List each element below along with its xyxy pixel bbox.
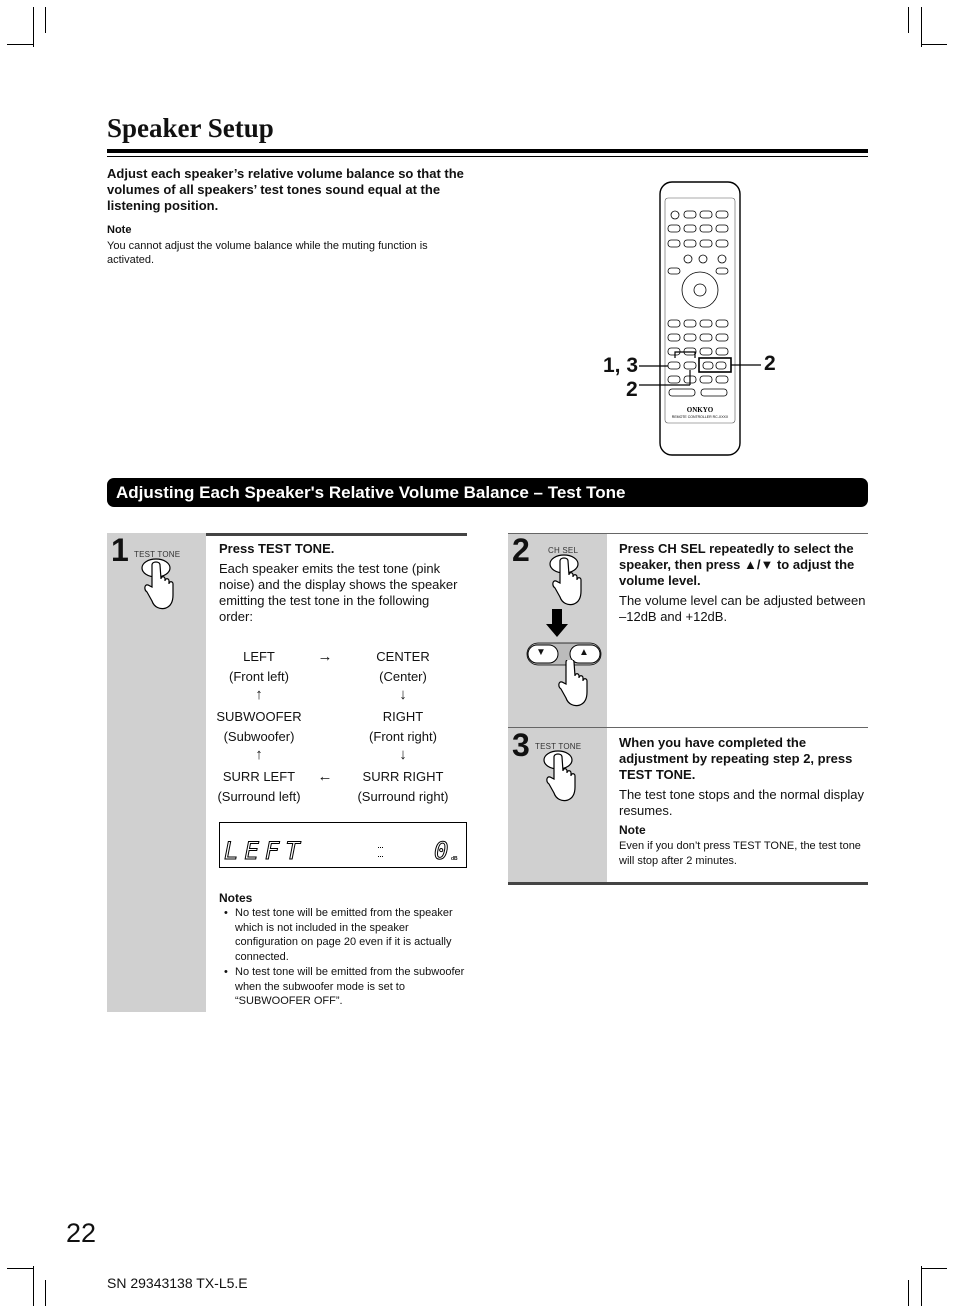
finger-pressing-button-icon: [540, 749, 580, 805]
remote-control-illustration: [595, 180, 795, 460]
note-heading: Note: [107, 224, 132, 236]
crop-mark: [921, 1268, 947, 1269]
notes-item: • No test tone will be emitted from the subwoofer when the subwoofer mode is set to “SUBWOOFER OFF”.: [224, 965, 465, 1008]
seq-arrow-right: →: [317, 648, 333, 665]
seq-left-sub: (Front left): [229, 669, 289, 684]
crop-mark: [921, 44, 947, 45]
seq-arrow-up: ↑: [255, 746, 263, 763]
seq-arrow-left: ←: [317, 768, 333, 785]
crop-mark: [33, 7, 34, 47]
step-3-number: 3: [512, 727, 530, 763]
page-title: Speaker Setup: [107, 113, 274, 143]
step-3-body: The test tone stops and the normal display resumes.: [619, 787, 864, 818]
notes-item: • No test tone will be emitted from the speaker which is not included in the speaker configuration on page 20 even if it is actually connected.: [224, 907, 453, 964]
seq-center-sub: (Center): [379, 669, 427, 684]
finger-pressing-button-icon: [138, 557, 178, 613]
seq-left: LEFT: [243, 649, 275, 664]
crop-mark: [45, 1280, 46, 1306]
seq-arrow-up: ↑: [255, 686, 263, 703]
note-text: You cannot adjust the volume balance while the muting function is activated.: [107, 240, 428, 266]
seq-subwoofer-sub: (Subwoofer): [223, 729, 295, 744]
step-3-bottom-rule: [508, 882, 868, 885]
notes-list: [219, 906, 469, 1009]
seq-right: RIGHT: [382, 709, 424, 724]
seq-right-sub: (Front right): [369, 729, 437, 744]
step-3-note-body: Even if you don’t press TEST TONE, the test tone will stop after 2 minutes.: [619, 840, 861, 867]
finger-pressing-button-icon: [552, 660, 592, 710]
seq-surr-right-sub: (Surround right): [357, 789, 449, 804]
test-tone-button-label: TEST TONE: [134, 550, 181, 559]
seq-surr-right: SURR RIGHT: [362, 769, 444, 784]
step-2-top-rule: [508, 533, 868, 534]
document-code: SN 29343138 TX-L5.E: [107, 1275, 248, 1291]
crop-mark: [921, 7, 922, 47]
seq-center: CENTER: [376, 649, 430, 664]
display-level-value: 0: [434, 837, 449, 865]
crop-mark: [908, 1280, 909, 1306]
display-speaker-text: LEFT: [224, 837, 306, 865]
callout-step-1-3: 1, 3: [603, 354, 639, 377]
seq-arrow-down: ↓: [399, 686, 407, 703]
step-1-number: 1: [111, 532, 129, 568]
title-rule-thin: [107, 156, 868, 157]
section-heading: Adjusting Each Speaker's Relative Volume Balance – Test Tone: [107, 478, 868, 507]
step-2-title: Press CH SEL repeatedly to select the speaker, then press ▲/▼ to adjust the volume level.: [619, 541, 855, 588]
page-number: 22: [66, 1218, 97, 1248]
step-3-title: When you have completed the adjustment by repeating step 2, press TEST TONE.: [619, 735, 853, 782]
front-panel-display: [219, 822, 467, 868]
title-rule: [107, 149, 868, 153]
crop-mark: [7, 44, 33, 45]
step-3-note-heading: Note: [619, 823, 646, 837]
step-2-number: 2: [512, 532, 530, 568]
callout-step-2-left: 2: [626, 378, 638, 401]
display-unit: dB: [451, 856, 458, 862]
remote-model: REMOTE CONTROLLER RC-XXXX: [671, 415, 729, 419]
seq-surr-left: SURR LEFT: [222, 769, 296, 784]
seq-surr-left-sub: (Surround left): [217, 789, 301, 804]
notes-heading: Notes: [219, 891, 253, 905]
step-2-body: The volume level can be adjusted between –12dB and +12dB.: [619, 593, 866, 624]
remote-brand: ONKYO: [686, 406, 714, 414]
step-3-top-rule: [508, 727, 868, 728]
step-1-title: Press TEST TONE.: [219, 541, 335, 556]
seq-subwoofer: SUBWOOFER: [216, 709, 302, 724]
crop-mark: [908, 7, 909, 33]
callout-step-2-right: 2: [764, 352, 776, 375]
crop-mark: [33, 1266, 34, 1306]
intro-text: Adjust each speaker’s relative volume balance so that the volumes of all speakers’ test tones sound equal at the listening position.: [107, 166, 464, 213]
crop-mark: [7, 1268, 33, 1269]
step-1-top-rule: [206, 533, 467, 536]
level-down-button: ▼: [536, 647, 546, 658]
down-arrow-icon: [546, 609, 568, 637]
seq-arrow-down: ↓: [399, 746, 407, 763]
finger-pressing-button-icon: [546, 553, 586, 609]
crop-mark: [45, 7, 46, 33]
crop-mark: [921, 1266, 922, 1306]
step-1-body: Each speaker emits the test tone (pink noise) and the display shows the speaker emitting the test tone in the following order:: [219, 561, 458, 624]
display-dots: [378, 847, 383, 857]
ch-sel-button-label: CH SEL: [548, 546, 579, 555]
level-up-button: ▲: [579, 647, 589, 658]
test-tone-button-label: TEST TONE: [535, 742, 582, 751]
